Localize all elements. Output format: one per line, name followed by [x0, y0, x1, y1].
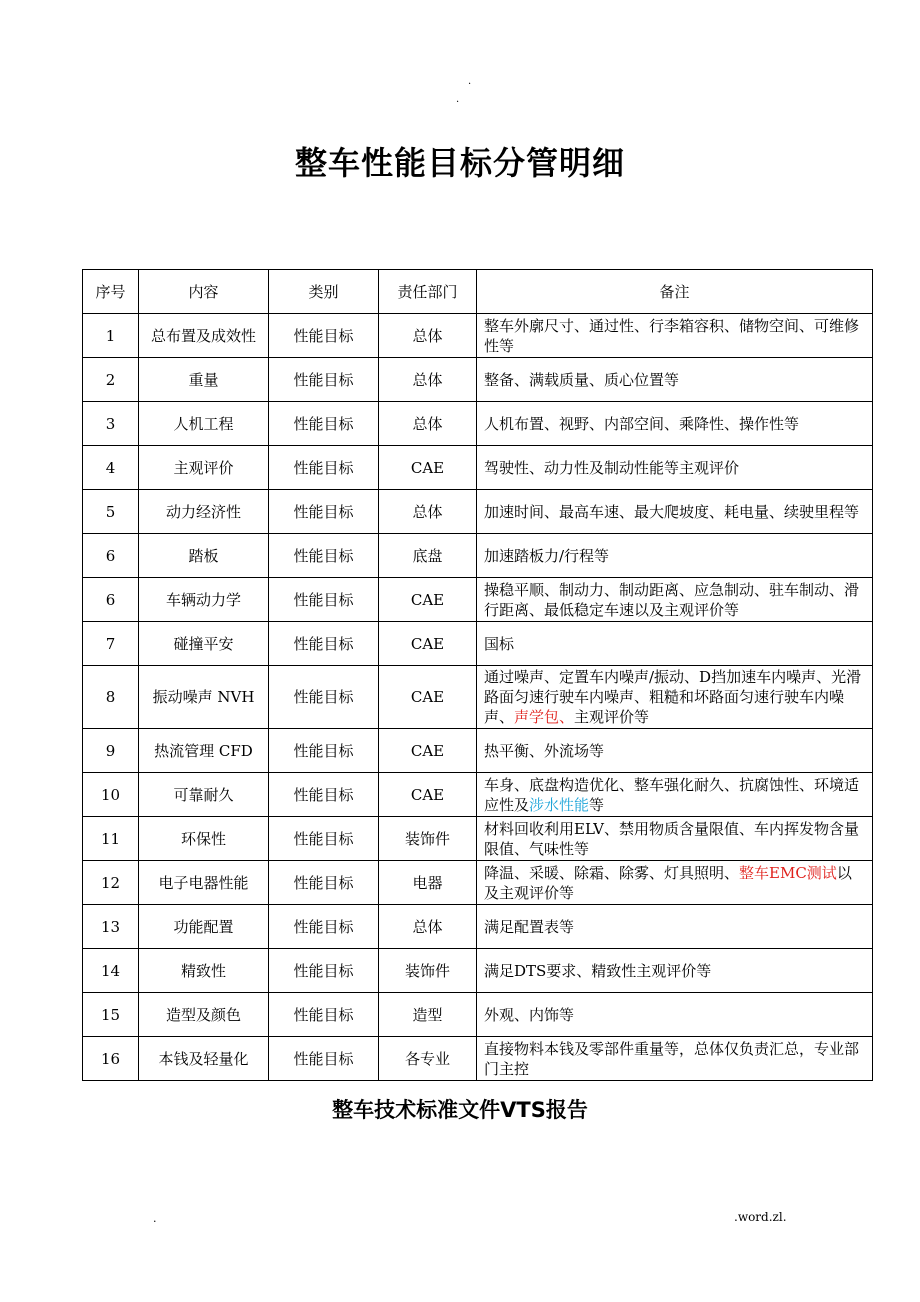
note-text: 材料回收利用ELV、禁用物质含量限值、车内挥发物含量限值、气味性等 [484, 819, 859, 858]
row-number-cell: 3 [83, 402, 139, 446]
row-number-cell: 13 [83, 905, 139, 949]
note-cell [477, 402, 873, 446]
table-row [83, 949, 873, 993]
category-cell: 性能目标 [269, 993, 379, 1037]
table-row [83, 534, 873, 578]
note-cell [477, 578, 873, 622]
note-text: 等 [589, 795, 605, 814]
department-cell: CAE [379, 622, 477, 666]
note-cell [477, 534, 873, 578]
table-row [83, 446, 873, 490]
note-cell [477, 490, 873, 534]
department-cell: 装饰件 [379, 949, 477, 993]
note-text: 降温、采暖、除霜、除雾、灯具照明、 [484, 863, 740, 882]
row-number-cell: 16 [83, 1037, 139, 1081]
content-cell: 本钱及轻量化 [139, 1037, 269, 1081]
note-text: 加速时间、最高车速、最大爬坡度、耗电量、续驶里程等 [484, 502, 860, 521]
content-cell: 造型及颜色 [139, 993, 269, 1037]
table-row [83, 578, 873, 622]
row-number-cell: 4 [83, 446, 139, 490]
category-cell: 性能目标 [269, 666, 379, 729]
department-cell: 总体 [379, 314, 477, 358]
header-dot: . [456, 94, 460, 105]
department-cell: 底盘 [379, 534, 477, 578]
note-text: 以及主观评价等 [484, 863, 852, 902]
highlighted-note-text: 声学包、 [514, 708, 575, 726]
column-header: 责任部门 [379, 270, 477, 314]
section-subtitle: 整车技术标准文件VTS报告 [332, 1098, 588, 1122]
note-cell [477, 861, 873, 905]
category-cell: 性能目标 [269, 949, 379, 993]
category-cell: 性能目标 [269, 622, 379, 666]
note-cell [477, 817, 873, 861]
department-cell: CAE [379, 446, 477, 490]
row-number-cell: 5 [83, 490, 139, 534]
category-cell: 性能目标 [269, 817, 379, 861]
table-row [83, 729, 873, 773]
note-text: 通过噪声、定置车内噪声/振动、D挡加速车内噪声、光滑路面匀速行驶车内噪声、粗糙和坏路面匀速行驶车内噪声、 [484, 668, 862, 726]
highlighted-note-text: 整车EMC测试 [739, 863, 837, 882]
content-cell: 可靠耐久 [139, 773, 269, 817]
column-header: 序号 [83, 270, 139, 314]
category-cell: 性能目标 [269, 773, 379, 817]
table-row [83, 622, 873, 666]
row-number-cell: 10 [83, 773, 139, 817]
content-cell: 热流管理 CFD [139, 729, 269, 773]
table-row [83, 1037, 873, 1081]
content-cell: 振动噪声 NVH [139, 666, 269, 729]
department-cell: CAE [379, 578, 477, 622]
department-cell: CAE [379, 666, 477, 729]
highlighted-note-text: 涉水性能 [529, 795, 590, 814]
note-text: 驾驶性、动力性及制动性能等主观评价 [484, 458, 740, 477]
row-number-cell: 11 [83, 817, 139, 861]
category-cell: 性能目标 [269, 1037, 379, 1081]
note-text: 满足配置表等 [484, 917, 575, 936]
note-cell [477, 446, 873, 490]
content-cell: 总布置及成效性 [139, 314, 269, 358]
table-row [83, 358, 873, 402]
category-cell: 性能目标 [269, 729, 379, 773]
note-text: 整备、满载质量、质心位置等 [484, 370, 680, 389]
table-row [83, 817, 873, 861]
category-cell: 性能目标 [269, 314, 379, 358]
note-text: 热平衡、外流场等 [484, 741, 605, 760]
row-number-cell: 14 [83, 949, 139, 993]
table-header-row [83, 270, 873, 314]
row-number-cell: 6 [83, 578, 139, 622]
department-cell: 造型 [379, 993, 477, 1037]
footer-dot: . [153, 1212, 157, 1225]
department-cell: 总体 [379, 490, 477, 534]
note-cell [477, 358, 873, 402]
table-row [83, 490, 873, 534]
category-cell: 性能目标 [269, 358, 379, 402]
note-text: 操稳平顺、制动力、制动距离、应急制动、驻车制动、滑行距离、最低稳定车速以及主观评价等 [484, 580, 860, 619]
category-cell: 性能目标 [269, 578, 379, 622]
category-cell: 性能目标 [269, 446, 379, 490]
department-cell: 装饰件 [379, 817, 477, 861]
content-cell: 精致性 [139, 949, 269, 993]
row-number-cell: 12 [83, 861, 139, 905]
row-number-cell: 8 [83, 666, 139, 729]
note-cell [477, 773, 873, 817]
department-cell: CAE [379, 729, 477, 773]
content-cell: 车辆动力学 [139, 578, 269, 622]
column-header: 内容 [139, 270, 269, 314]
table-row [83, 905, 873, 949]
note-cell [477, 622, 873, 666]
table-row [83, 861, 873, 905]
note-cell [477, 666, 873, 729]
note-text: 满足DTS要求、精致性主观评价等 [484, 961, 712, 980]
row-number-cell: 9 [83, 729, 139, 773]
note-cell [477, 729, 873, 773]
category-cell: 性能目标 [269, 861, 379, 905]
column-header: 备注 [477, 270, 873, 314]
performance-target-table [82, 269, 873, 1081]
table-row [83, 993, 873, 1037]
note-cell [477, 1037, 873, 1081]
content-cell: 主观评价 [139, 446, 269, 490]
department-cell: 总体 [379, 402, 477, 446]
note-text: 主观评价等 [574, 708, 650, 726]
row-number-cell: 1 [83, 314, 139, 358]
note-cell [477, 949, 873, 993]
department-cell: 总体 [379, 905, 477, 949]
content-cell: 踏板 [139, 534, 269, 578]
department-cell: 电器 [379, 861, 477, 905]
footer-watermark: .word.zl. [734, 1210, 787, 1224]
header-dot: . [468, 76, 472, 87]
content-cell: 动力经济性 [139, 490, 269, 534]
content-cell: 环保性 [139, 817, 269, 861]
page-title: 整车性能目标分管明细 [294, 144, 625, 182]
table-row [83, 314, 873, 358]
content-cell: 碰撞平安 [139, 622, 269, 666]
content-cell: 重量 [139, 358, 269, 402]
note-cell [477, 314, 873, 358]
department-cell: CAE [379, 773, 477, 817]
category-cell: 性能目标 [269, 534, 379, 578]
note-cell [477, 905, 873, 949]
row-number-cell: 6 [83, 534, 139, 578]
note-text: 人机布置、视野、内部空间、乘降性、操作性等 [484, 414, 800, 433]
row-number-cell: 15 [83, 993, 139, 1037]
note-text: 国标 [484, 634, 515, 653]
category-cell: 性能目标 [269, 402, 379, 446]
row-number-cell: 2 [83, 358, 139, 402]
content-cell: 电子电器性能 [139, 861, 269, 905]
note-cell [477, 993, 873, 1037]
column-header: 类别 [269, 270, 379, 314]
note-text: 整车外廓尺寸、通过性、行李箱容积、储物空间、可维修性等 [484, 316, 860, 355]
note-text: 直接物料本钱及零部件重量等，总体仅负责汇总，专业部门主控 [484, 1039, 860, 1078]
note-text: 加速踏板力/行程等 [484, 546, 610, 565]
category-cell: 性能目标 [269, 490, 379, 534]
content-cell: 功能配置 [139, 905, 269, 949]
department-cell: 总体 [379, 358, 477, 402]
department-cell: 各专业 [379, 1037, 477, 1081]
table-body [83, 314, 873, 1081]
table-row [83, 666, 873, 729]
table-row [83, 402, 873, 446]
category-cell: 性能目标 [269, 905, 379, 949]
row-number-cell: 7 [83, 622, 139, 666]
note-text: 外观、内饰等 [484, 1005, 575, 1024]
table-row [83, 773, 873, 817]
note-text: 车身、底盘构造优化、整车强化耐久、抗腐蚀性、环境适应性及 [484, 775, 860, 814]
content-cell: 人机工程 [139, 402, 269, 446]
